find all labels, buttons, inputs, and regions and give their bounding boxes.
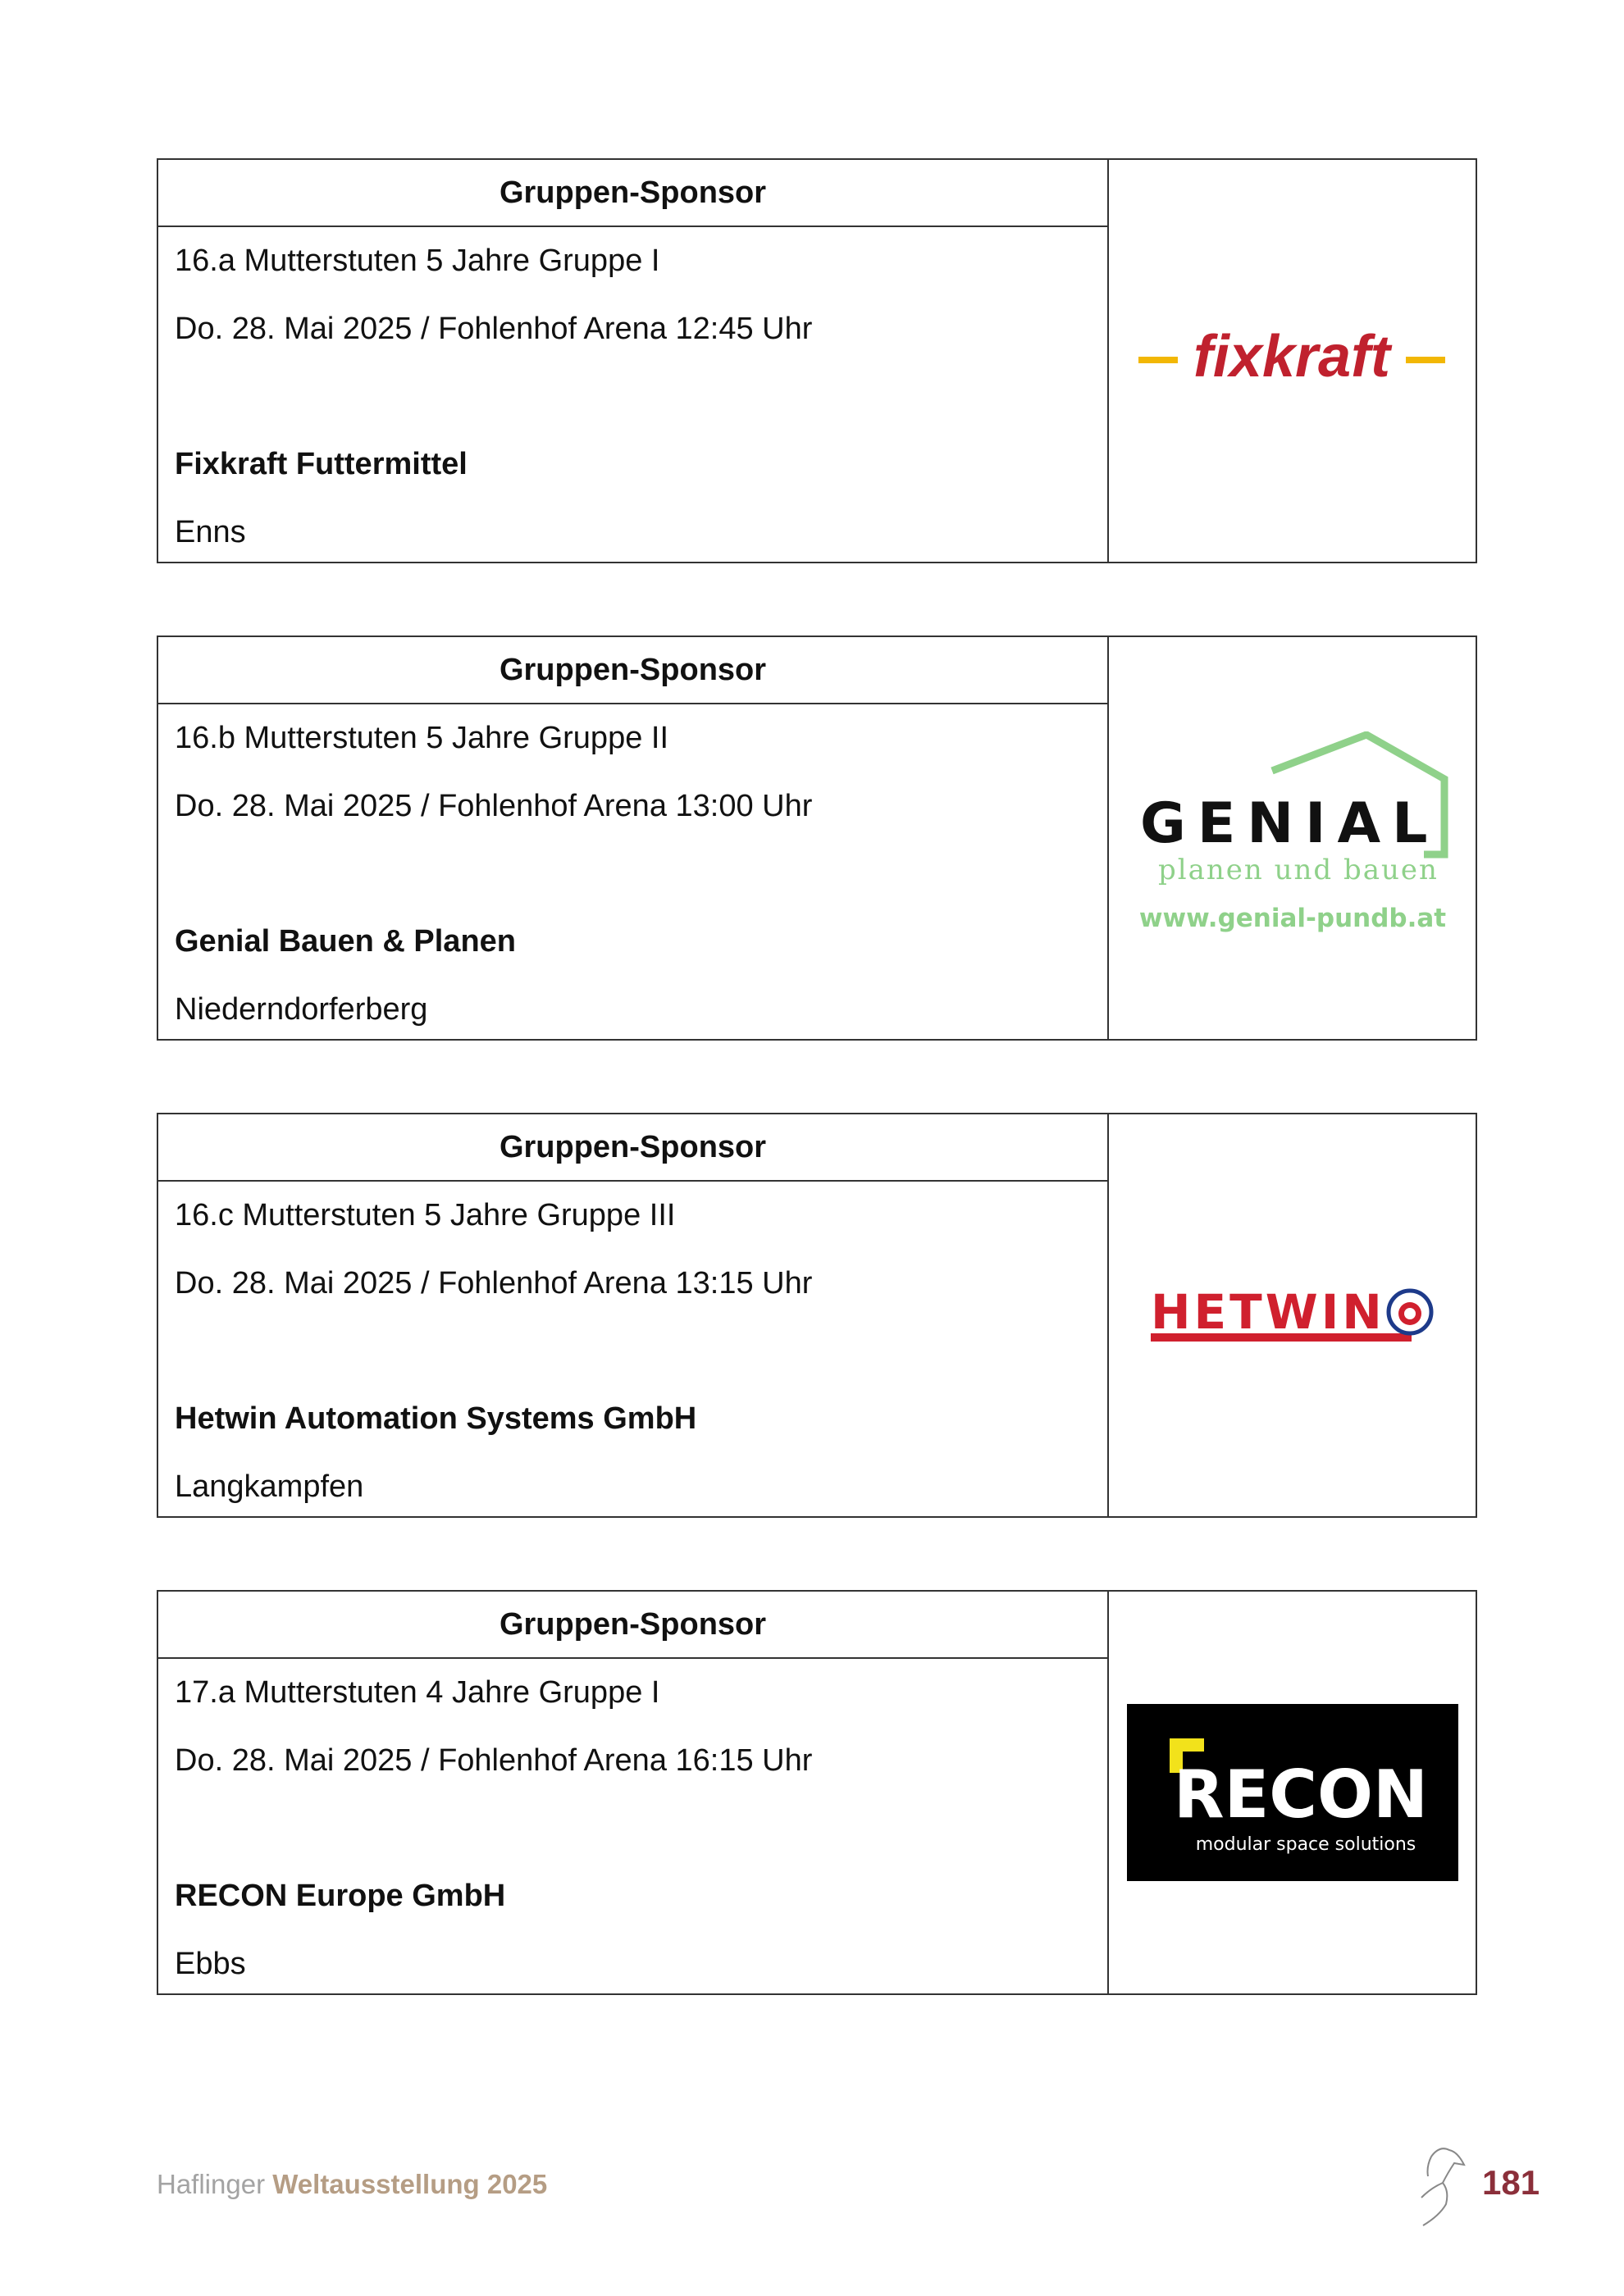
logo-cell	[1109, 637, 1476, 1039]
genial-logo	[1137, 731, 1448, 945]
sponsor-name: Fixkraft Futtermittel	[175, 447, 468, 481]
class-line: 17.a Mutterstuten 4 Jahre Gruppe I	[175, 1675, 660, 1710]
sponsor-table-4	[157, 1590, 1477, 1995]
date-line: Do. 28. Mai 2025 / Fohlenhof Arena 12:45 Uhr	[175, 312, 813, 346]
logo-cell	[1109, 1592, 1476, 1993]
svg-text:RECON: RECON	[1173, 1756, 1428, 1833]
page-number: 181	[1482, 2163, 1540, 2202]
date-line: Do. 28. Mai 2025 / Fohlenhof Arena 13:00 Uhr	[175, 789, 813, 823]
recon-logo	[1127, 1704, 1458, 1881]
sponsor-details	[158, 160, 1109, 562]
logo-cell	[1109, 160, 1476, 562]
sponsor-name: RECON Europe GmbH	[175, 1879, 506, 1913]
sponsor-name: Hetwin Automation Systems GmbH	[175, 1401, 697, 1436]
sponsor-location: Langkampfen	[175, 1469, 364, 1504]
table-header: Gruppen-Sponsor	[158, 1592, 1107, 1659]
svg-text:fixkraft: fixkraft	[1193, 324, 1390, 390]
sponsor-location: Niederndorferberg	[175, 992, 428, 1027]
sponsor-table-1	[157, 158, 1477, 563]
class-line: 16.b Mutterstuten 5 Jahre Gruppe II	[175, 721, 669, 755]
sponsor-name: Genial Bauen & Planen	[175, 924, 516, 959]
sponsor-details	[158, 1114, 1109, 1516]
sponsor-table-3	[157, 1113, 1477, 1518]
publication-title	[157, 2169, 547, 2200]
svg-text:planen und bauen: planen und bauen	[1157, 854, 1439, 886]
sponsor-details	[158, 1592, 1109, 1993]
horse-icon	[1407, 2140, 1472, 2230]
publication-title-bold: Weltausstellung 2025	[272, 2169, 548, 2199]
sponsor-table-2	[157, 636, 1477, 1041]
logo-cell	[1109, 1114, 1476, 1516]
sponsor-location: Enns	[175, 515, 246, 549]
svg-text:GENIAL: GENIAL	[1139, 791, 1439, 856]
table-header: Gruppen-Sponsor	[158, 1114, 1107, 1182]
table-header: Gruppen-Sponsor	[158, 160, 1107, 227]
date-line: Do. 28. Mai 2025 / Fohlenhof Arena 13:15 Uhr	[175, 1266, 813, 1301]
class-line: 16.c Mutterstuten 5 Jahre Gruppe III	[175, 1198, 676, 1232]
sponsor-location: Ebbs	[175, 1947, 246, 1981]
cow-emblem-icon	[1389, 1291, 1431, 1333]
date-line: Do. 28. Mai 2025 / Fohlenhof Arena 16:15 Uhr	[175, 1743, 813, 1778]
publication-title-light: Haflinger	[157, 2169, 266, 2199]
svg-text:modular space solutions: modular space solutions	[1195, 1834, 1416, 1855]
hetwin-logo	[1149, 1282, 1436, 1348]
table-header: Gruppen-Sponsor	[158, 637, 1107, 704]
svg-text:HETWIN: HETWIN	[1150, 1284, 1385, 1340]
class-line: 16.a Mutterstuten 5 Jahre Gruppe I	[175, 244, 660, 278]
sponsor-details	[158, 637, 1109, 1039]
svg-text:www.genial-pundb.at: www.genial-pundb.at	[1138, 904, 1446, 933]
fixkraft-logo	[1137, 324, 1448, 398]
